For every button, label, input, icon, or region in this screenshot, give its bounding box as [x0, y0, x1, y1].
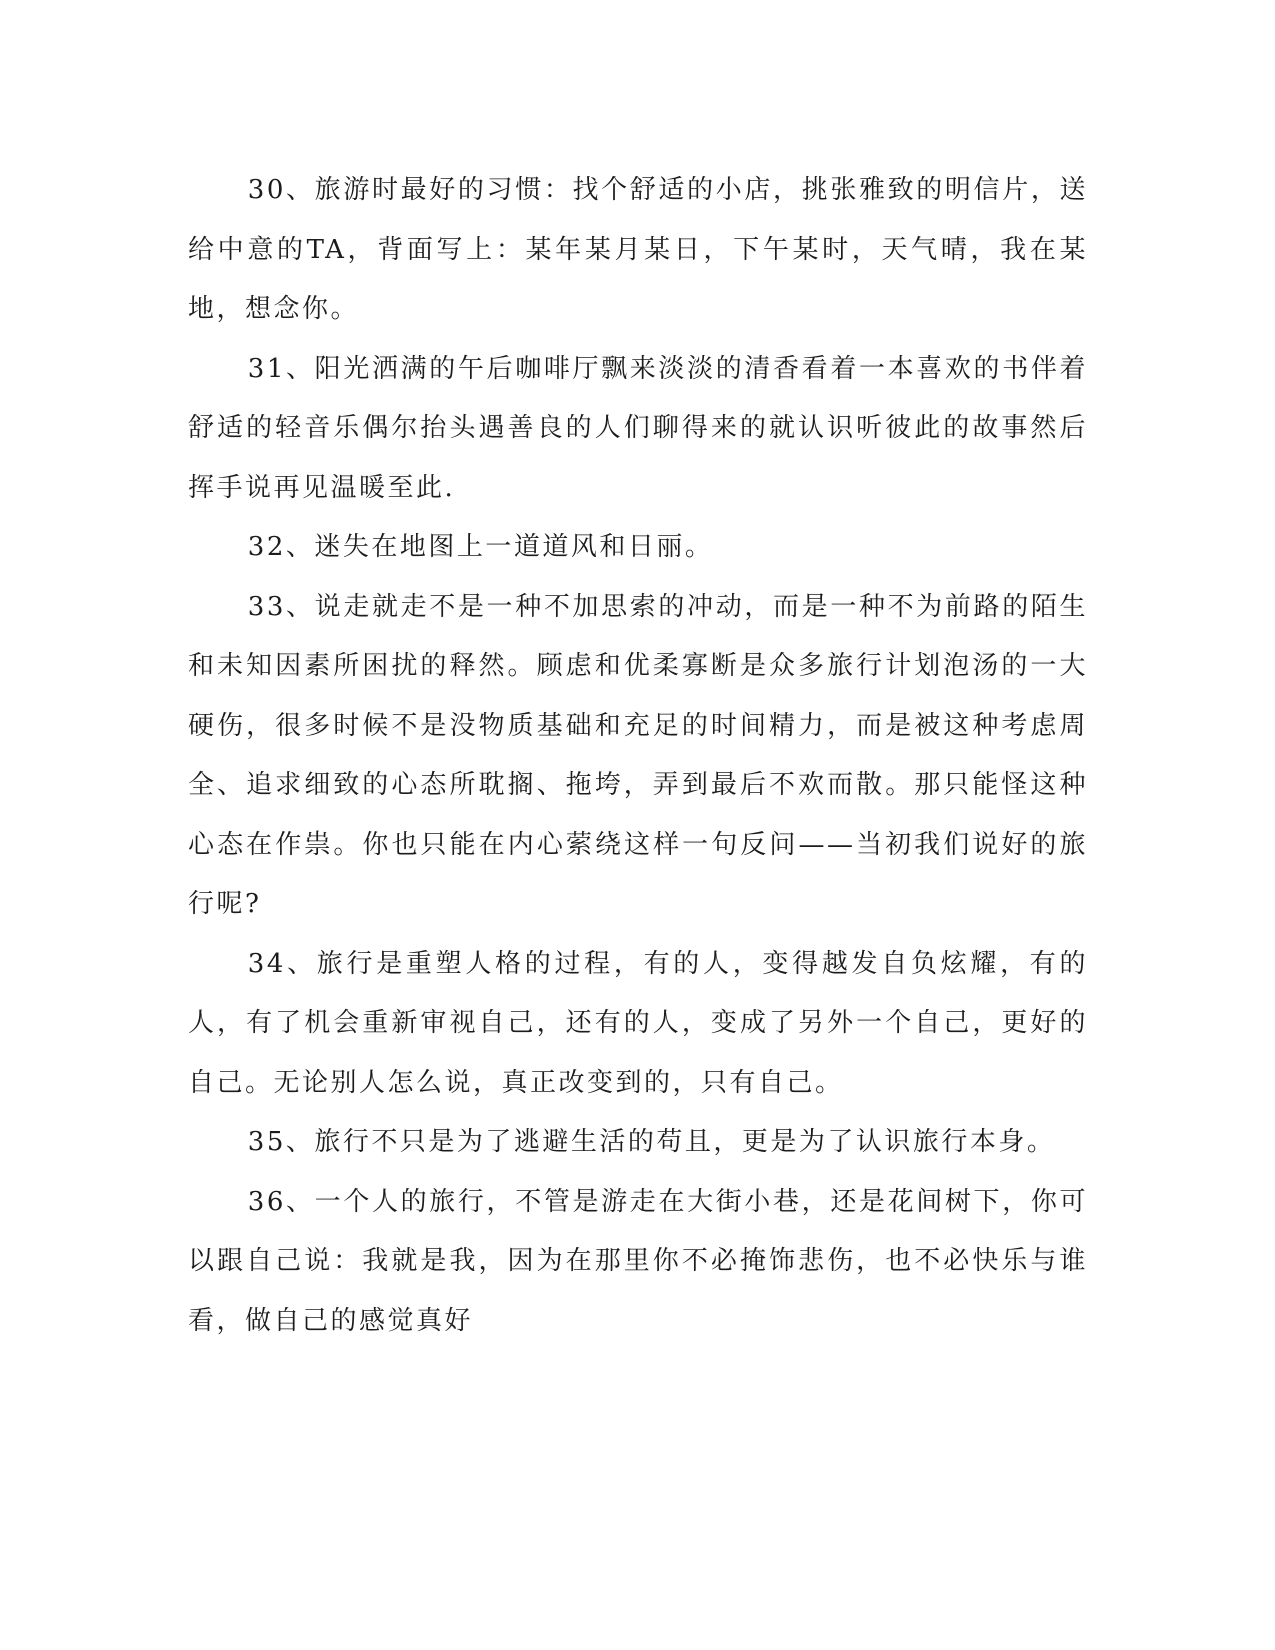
document-body — [188, 161, 1088, 1351]
paragraph-35: 35、旅行不只是为了逃避生活的苟且，更是为了认识旅行本身。 — [247, 1127, 1056, 1157]
paragraph-34: 34、旅行是重塑人格的过程，有的人，变得越发自负炫耀，有的人，有了机会重新审视自己，还有的人，变成了另外一个自己，更好的自己。无论别人怎么说，真正改变到的，只有自己。 — [188, 948, 1088, 1098]
paragraph-30: 30、旅游时最好的习惯：找个舒适的小店，挑张雅致的明信片，送给中意的TA，背面写上：某年某月某日，下午某时，天气晴，我在某地，想念你。 — [188, 175, 1088, 324]
paragraph-33: 33、说走就走不是一种不加思索的冲动，而是一种不为前路的陌生和未知因素所困扰的释然。顾虑和优柔寡断是众多旅行计划泡汤的一大硬伤，很多时候不是没物质基础和充足的时间精力，而是被这种考虑周全、追求细致的心态所耽搁、拖垮，弄到最后不欢而散。那只能怪这种心态在作祟。你也只能在内心萦绕这样一句反问——当初我们说好的旅行呢? — [188, 591, 1088, 919]
paragraph-36: 36、一个人的旅行，不管是游走在大街小巷，还是花间树下，你可以跟自己说：我就是我，因为在那里你不必掩饰悲伤，也不必快乐与谁看，做自己的感觉真好 — [188, 1186, 1088, 1336]
paragraph-31: 31、阳光洒满的午后咖啡厅飘来淡淡的清香看着一本喜欢的书伴着舒适的轻音乐偶尔抬头遇善良的人们聊得来的就认识听彼此的故事然后挥手说再见温暖至此. — [188, 353, 1088, 503]
paragraph-32: 32、迷失在地图上一道道风和日丽。 — [247, 532, 714, 562]
